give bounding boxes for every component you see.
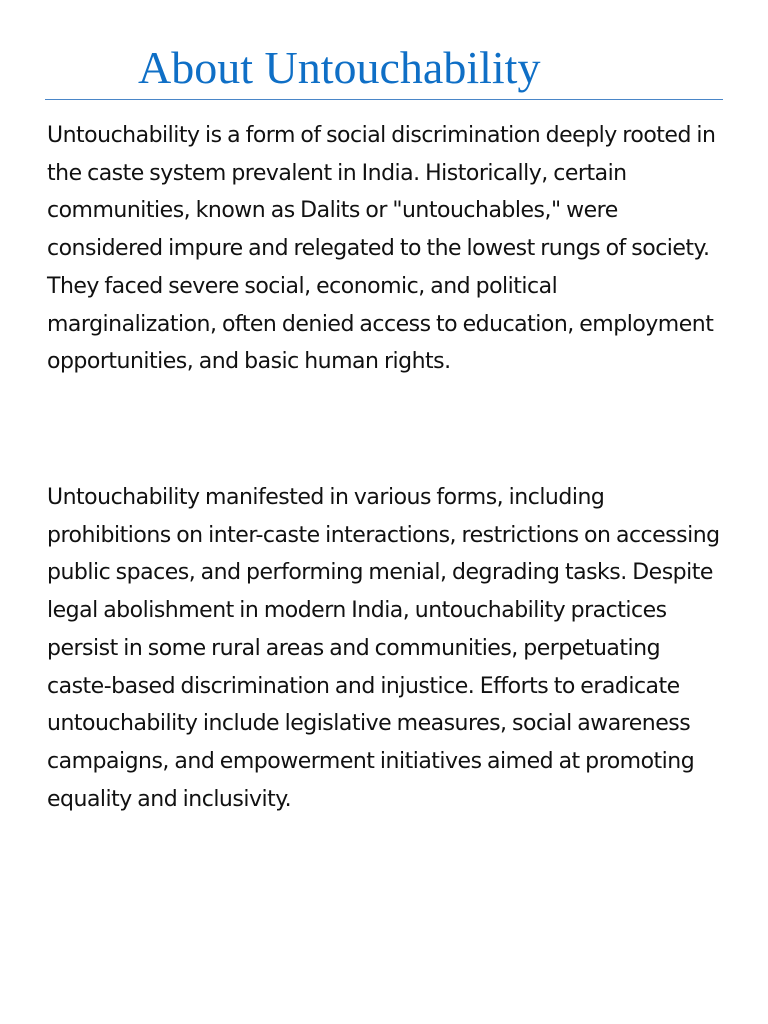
page-title: About Untouchability xyxy=(138,42,541,93)
paragraph-2: Untouchability manifested in various forms, including prohibitions on inter-caste interactions, restrictions on accessing public spaces, and performing menial, degrading tasks. Despite legal abolishment in modern India, untouchability practices persist in some rural areas and communities, perpetuating caste-based discrimination and injustice. Efforts to eradicate untouchability include legislative measures, social awareness campaigns, and empowerment initiatives aimed at promoting equality and inclusivity. xyxy=(47,485,720,812)
paragraph-1: Untouchability is a form of social discrimination deeply rooted in the caste system prevalent in India. Historically, certain communities, known as Dalits or "untouchables," were considered impure and relegated to the lowest rungs of society. They faced severe social, economic, and political marginalization, often denied access to education, employment opportunities, and basic human rights. xyxy=(47,123,716,375)
title-underline xyxy=(45,99,723,100)
